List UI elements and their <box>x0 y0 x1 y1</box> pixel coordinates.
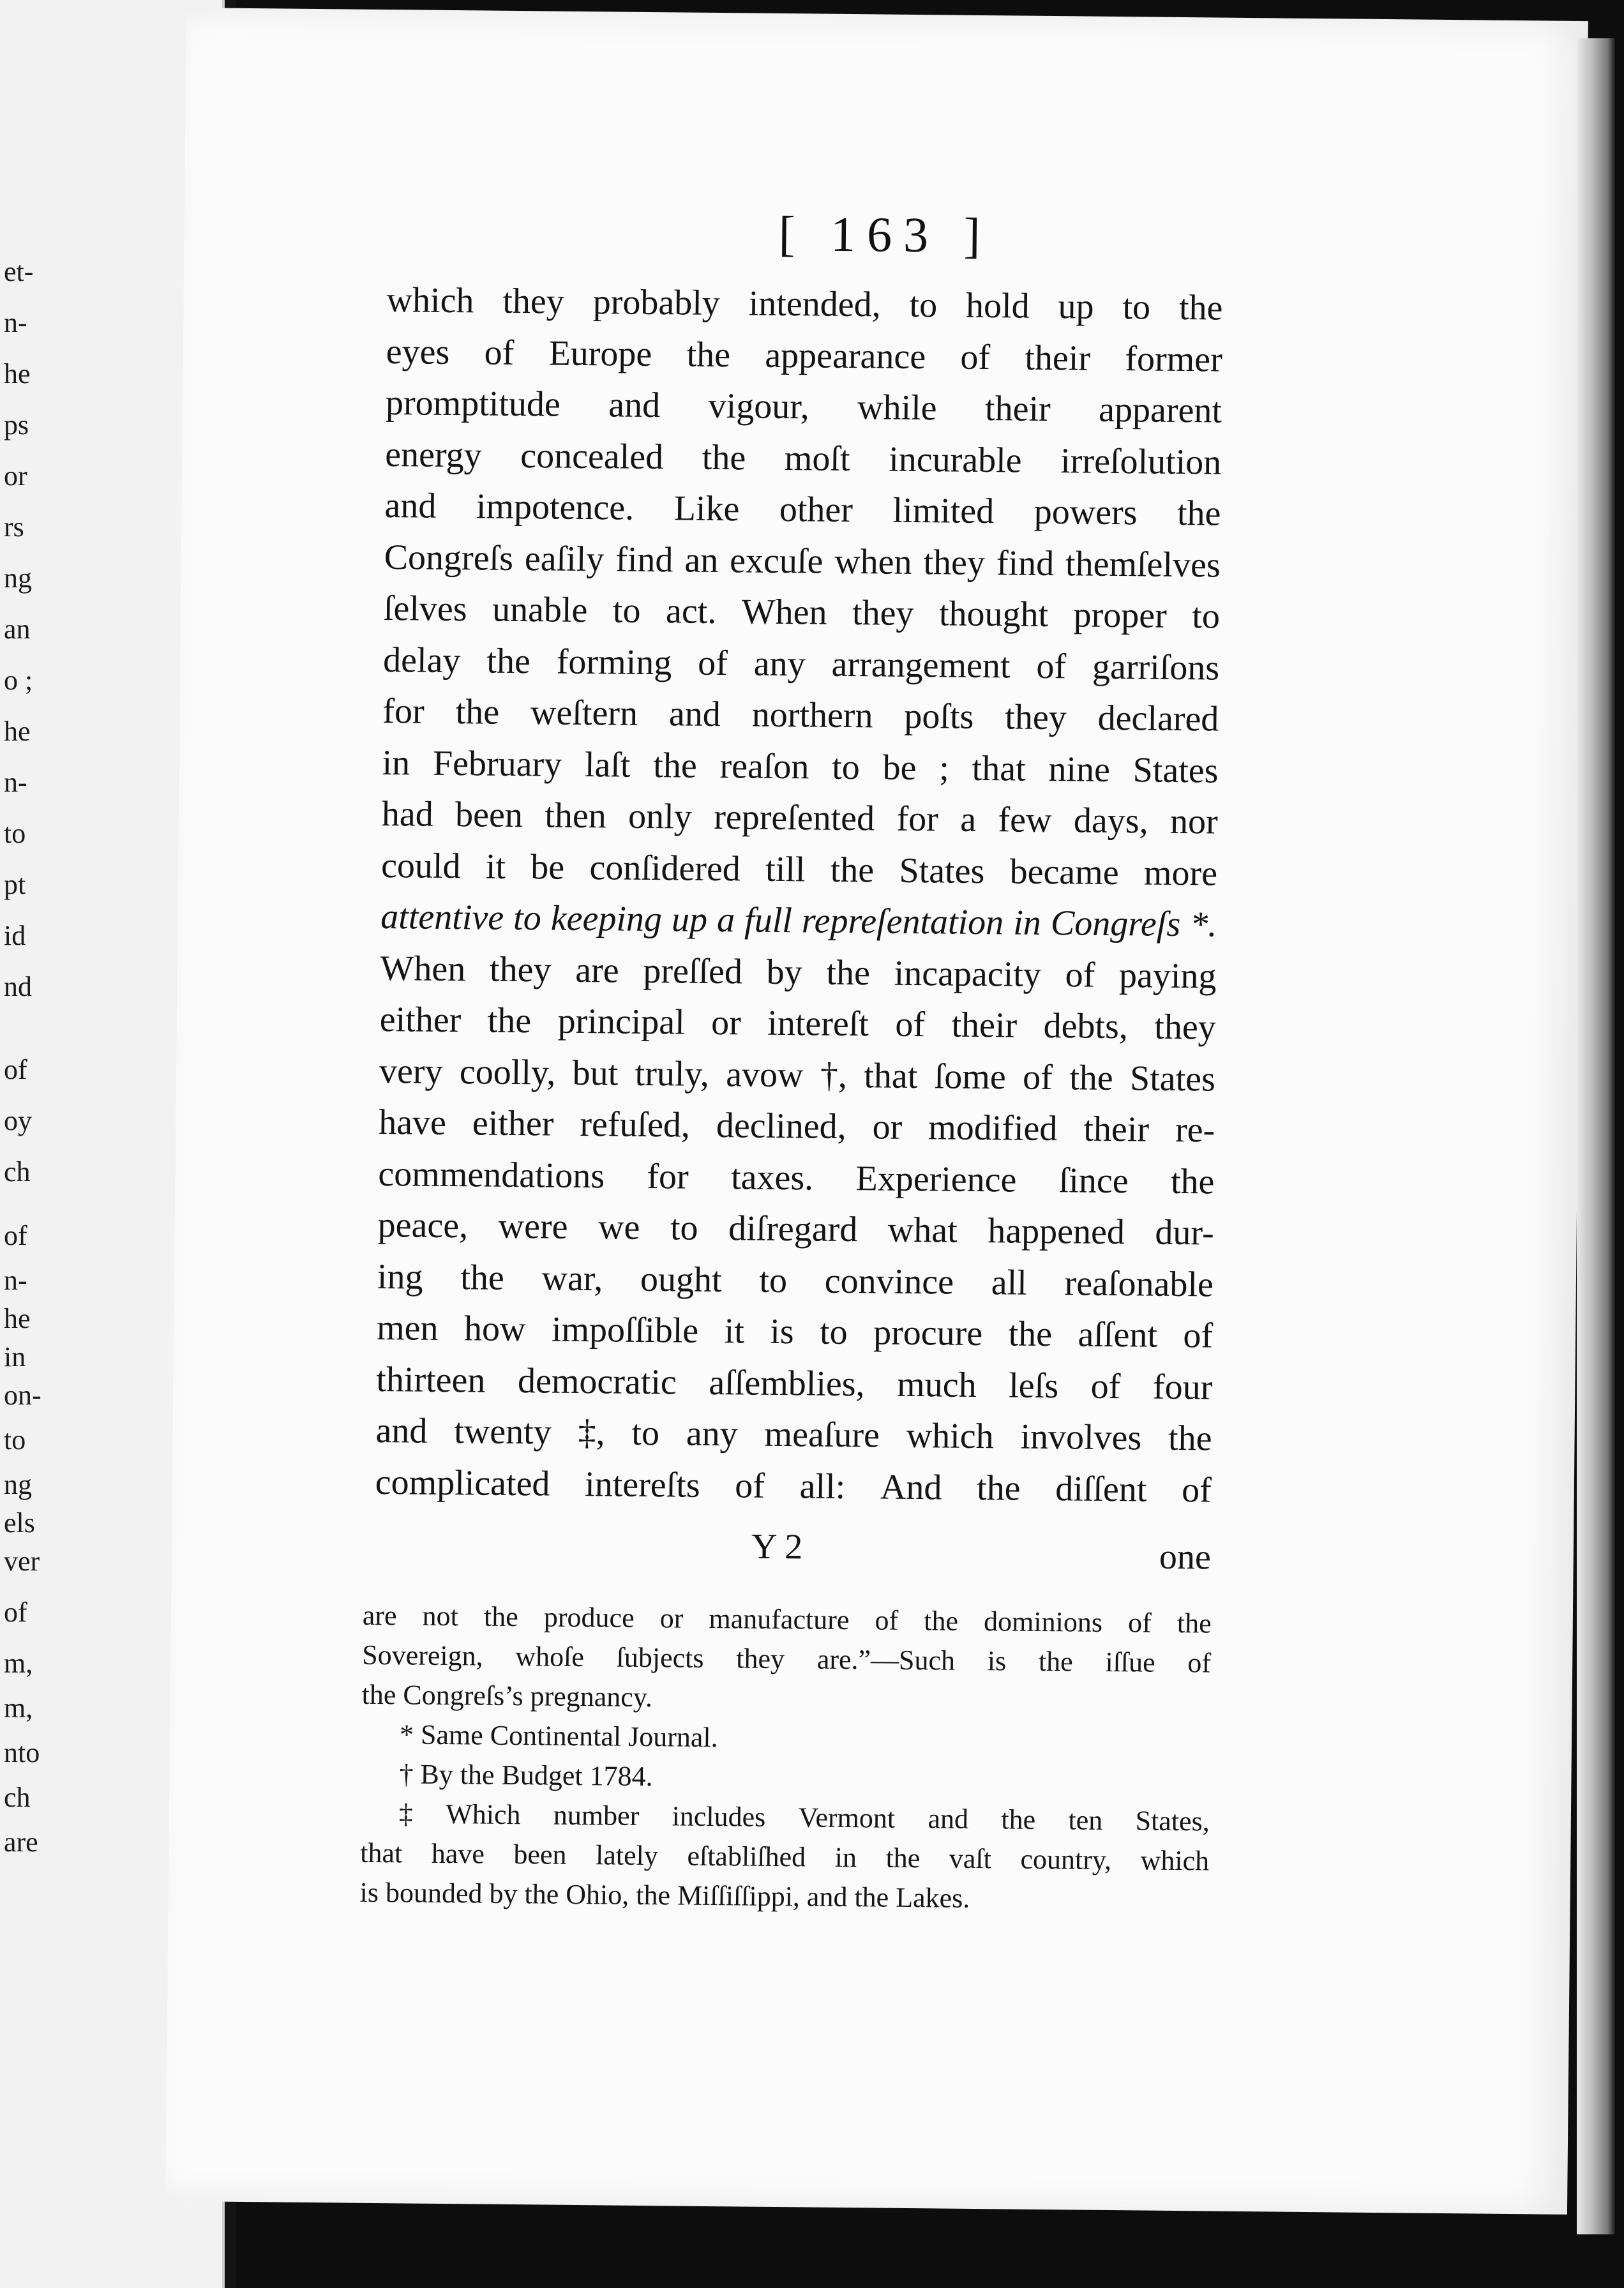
left-fragment: of <box>4 1220 27 1251</box>
body-line: which they probably intended, to hold up to the <box>386 280 1223 328</box>
body-line: Congreſs eaſily find an excuſe when they find themſelves <box>384 537 1221 585</box>
body-line: complicated intereſts of all: And the diſſent of <box>375 1462 1212 1510</box>
main-page <box>165 8 1588 2215</box>
signature-line <box>374 1523 1211 1582</box>
body-line: thirteen democratic aſſemblies, much leſs of four <box>376 1359 1213 1408</box>
left-fragment: o ; <box>4 665 33 696</box>
left-fragment: are <box>4 1826 38 1858</box>
left-fragment: n- <box>4 307 27 338</box>
left-fragment: of <box>4 1597 27 1628</box>
left-fragment: to <box>4 1424 26 1456</box>
footnote-dagger: † By the Budget 1784. <box>399 1758 653 1793</box>
body-line: energy concealed the moſt incurable irreſolution <box>385 434 1222 483</box>
left-fragment: ch <box>4 1782 31 1813</box>
body-line: When they are preſſed by the incapacity of paying <box>380 948 1217 997</box>
body-line: ſelves unable to act. When they thought proper to <box>383 589 1221 636</box>
left-fragment: he <box>4 716 31 747</box>
left-fragment: ng <box>4 562 32 594</box>
body-line: either the principal or intereſt of their debts, they <box>379 999 1217 1048</box>
left-fragment: oy <box>4 1105 32 1136</box>
footnotes <box>359 1596 1212 1921</box>
left-fragment: he <box>4 358 31 389</box>
body-line: peace, were we to diſregard what happened dur- <box>377 1205 1214 1253</box>
left-fragment: nd <box>4 971 32 1002</box>
footnote-line: that have been lately eſtabliſhed in the vaſt country, which <box>360 1837 1210 1877</box>
body-line: very coolly, but truly, avow †, that ſome of the States <box>379 1051 1216 1099</box>
body-line: and impotence. Like other limited powers the <box>384 486 1221 534</box>
footnote-double-dagger: ‡ Which number includes Vermont and the ten States, <box>398 1798 1210 1837</box>
left-fragment: nto <box>4 1737 40 1768</box>
body-line: delay the forming of any arrangement of garriſons <box>382 640 1220 688</box>
footnote-line: Sovereign, whoſe ſubjects they are.”—Such is the iſſue of <box>362 1639 1212 1679</box>
body-line: ing the war, ought to convince all reaſonable <box>377 1256 1214 1305</box>
body-line: men how impoſſible it is to procure the aſſent of <box>376 1307 1214 1356</box>
body-line: could it be conſidered till the States became more <box>380 845 1218 894</box>
signature-mark: Y 2 <box>751 1526 803 1567</box>
left-fragment: to <box>4 818 26 849</box>
body-line: eyes of Europe the appearance of their former <box>386 331 1223 380</box>
body-line: in February laſt the reaſon to be ; that nine States <box>382 742 1219 791</box>
left-fragment: n- <box>4 1265 27 1296</box>
body-line: for the weſtern and northern poſts they declared <box>382 691 1219 739</box>
left-fragment: an <box>4 613 31 645</box>
left-fragment: ng <box>4 1469 32 1500</box>
footnote-line: is bounded by the Ohio, the Miſſiſſippi, and the Lakes. <box>359 1876 970 1914</box>
footnote-line: are not the produce or manufacture of the dominions of the <box>362 1599 1212 1639</box>
left-fragment: ver <box>4 1546 40 1577</box>
left-fragment: ps <box>4 409 29 440</box>
body-text <box>375 275 1222 1516</box>
body-line: and twenty ‡, to any meaſure which involves the <box>375 1410 1212 1459</box>
left-fragment: pt <box>4 869 26 900</box>
footnote-asterisk: * Same Continental Journal. <box>399 1719 718 1754</box>
left-fragment: id <box>4 920 26 951</box>
body-line: have either refuſed, declined, or modified their re- <box>378 1102 1215 1150</box>
left-fragment: m, <box>4 1692 33 1724</box>
left-fragment: rs <box>4 511 24 543</box>
left-fragment: in <box>4 1341 26 1373</box>
body-line: commendations for taxes. Experience ſince the <box>378 1154 1215 1202</box>
left-fragment: on- <box>4 1380 41 1411</box>
left-fragment: ch <box>4 1156 31 1187</box>
page-edge-shadow <box>1577 38 1615 2234</box>
left-fragment: or <box>4 460 27 492</box>
left-fragment: els <box>4 1507 35 1539</box>
page-number-header: [ 163 ] <box>778 205 993 264</box>
body-line-italic: attentive to keeping up a full repreſentation in Congreſs *. <box>380 896 1217 945</box>
left-fragment: he <box>4 1303 31 1334</box>
left-fragment: n- <box>4 767 27 798</box>
left-fragment: of <box>4 1054 27 1085</box>
catchword: one <box>1159 1537 1212 1577</box>
body-line: promptitude and vigour, while their apparent <box>385 383 1222 431</box>
left-fragment: m, <box>4 1648 33 1679</box>
body-line: had been then only repreſented for a few days, nor <box>381 794 1219 842</box>
left-fragment: et- <box>4 256 34 287</box>
footnote-line: the Congreſs’s pregnancy. <box>361 1678 653 1713</box>
